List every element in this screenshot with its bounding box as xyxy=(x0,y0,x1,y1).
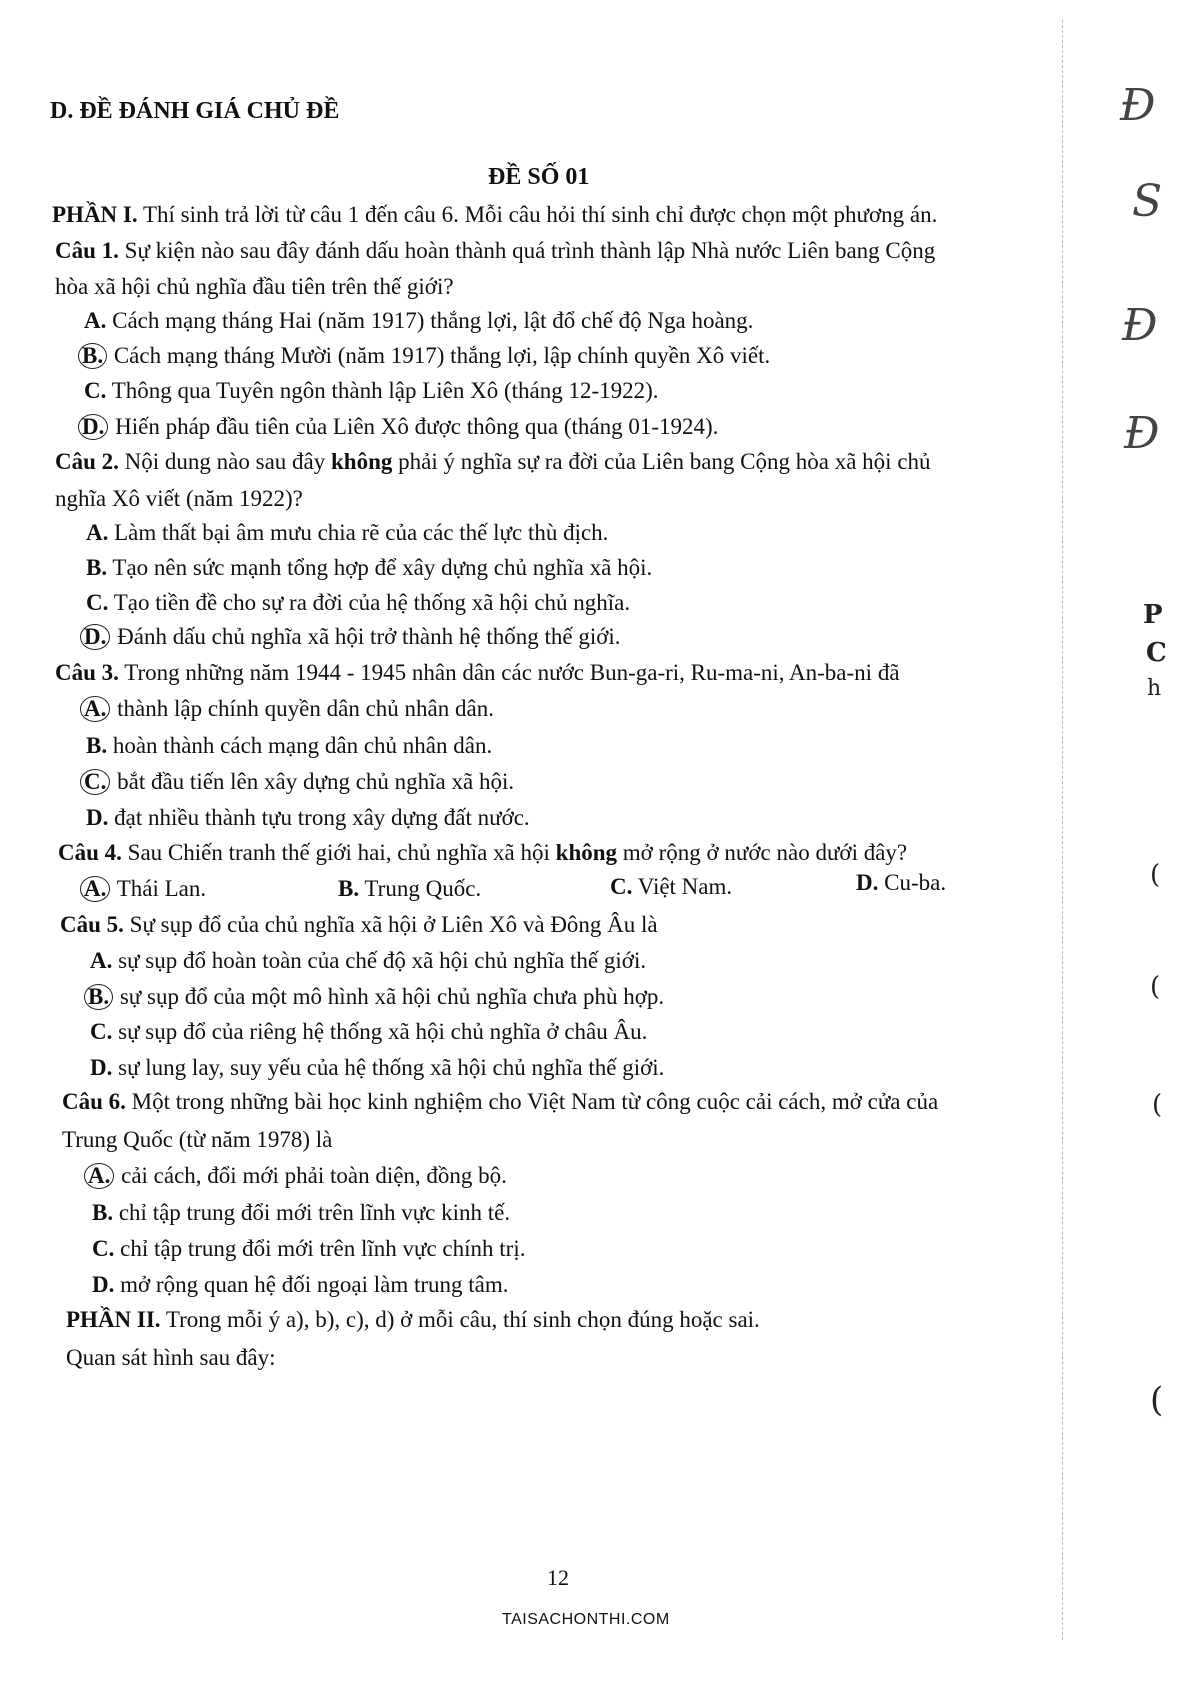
part2-label: PHẦN II. xyxy=(66,1307,161,1332)
option-label: D. xyxy=(90,1055,113,1080)
q1-stem-cont: hòa xã hội chủ nghĩa đầu tiên trên thế giới? xyxy=(55,274,454,299)
q2-emphasis: không xyxy=(330,449,393,474)
q3-text: Trong những năm 1944 - 1945 nhân dân các nước Bun-ga-ri, Ru-ma-ni, An-ba-ni đã xyxy=(118,660,900,685)
q6-option-d xyxy=(92,1270,509,1300)
margin-paren: ( xyxy=(1150,1380,1164,1420)
option-text: đạt nhiều thành tựu trong xây dựng đất nước. xyxy=(108,805,530,830)
q2-option-a xyxy=(86,518,608,548)
q3-option-c xyxy=(86,767,514,797)
option-label: D. xyxy=(856,870,879,895)
q2-stem-cont: nghĩa Xô viết (năm 1922)? xyxy=(55,486,303,511)
option-text: thành lập chính quyền dân chủ nhân dân. xyxy=(111,696,494,721)
part1-instruction xyxy=(52,200,937,230)
exam-title: ĐỀ SỐ 01 xyxy=(488,164,590,190)
option-label: B. xyxy=(86,733,108,758)
q1-option-c xyxy=(84,376,659,406)
q2-option-d xyxy=(86,622,621,652)
option-label: C. xyxy=(90,1019,113,1044)
q4-option-a xyxy=(86,874,206,904)
option-text: sự sụp đổ hoàn toàn của chế độ xã hội chủ nghĩa thế giới. xyxy=(112,948,647,973)
q2-option-c xyxy=(86,588,630,618)
option-label: A. xyxy=(86,520,109,545)
option-label: C. xyxy=(86,590,109,615)
option-text: sự sụp đổ của một mô hình xã hội chủ nghĩa chưa phù hợp. xyxy=(114,984,665,1009)
option-text: sự lung lay, suy yếu của hệ thống xã hội chủ nghĩa thế giới. xyxy=(112,1055,665,1080)
q4-text-b: mở rộng ở nước nào dưới đây? xyxy=(617,840,908,865)
option-text: Cu-ba. xyxy=(878,870,947,895)
q2-label: Câu 2. xyxy=(55,449,119,474)
margin-letter: h xyxy=(1147,676,1162,701)
margin-paren: ( xyxy=(1150,972,1161,1002)
part1-label: PHẦN I. xyxy=(52,202,138,227)
q1-option-b xyxy=(84,341,770,371)
option-text: cải cách, đổi mới phải toàn diện, đồng bộ. xyxy=(115,1163,507,1188)
answer-circle-mark: D. xyxy=(78,414,108,440)
answer-circle-mark: A. xyxy=(84,1163,114,1189)
option-label: D. xyxy=(92,1272,115,1297)
page-number: 12 xyxy=(547,1565,569,1590)
q5-option-d xyxy=(90,1053,664,1083)
option-label: D. xyxy=(86,805,109,830)
option-text: Đánh dấu chủ nghĩa xã hội trở thành hệ thống thế giới. xyxy=(111,624,621,649)
answer-circle-mark: C. xyxy=(80,769,110,795)
q4-label: Câu 4. xyxy=(58,840,122,865)
option-text: chỉ tập trung đổi mới trên lĩnh vực kinh tế. xyxy=(113,1200,511,1225)
option-text: Làm thất bại âm mưu chia rẽ của các thế lực thù địch. xyxy=(108,520,609,545)
handwritten-mark: Đ xyxy=(1122,300,1158,351)
q4-text-a: Sau Chiến tranh thế giới hai, chủ nghĩa xã hội xyxy=(121,840,556,865)
answer-circle-mark: A. xyxy=(80,876,110,902)
q2-text-b: phải ý nghĩa sự ra đời của Liên bang Cộng hòa xã hội chủ xyxy=(392,449,931,474)
part2-observe: Quan sát hình sau đây: xyxy=(66,1345,276,1370)
q6-option-c xyxy=(92,1234,525,1264)
option-text: mở rộng quan hệ đối ngoại làm trung tâm. xyxy=(114,1272,509,1297)
handwritten-mark: Đ xyxy=(1120,80,1156,131)
q1-label: Câu 1. xyxy=(55,238,119,263)
q3-option-b xyxy=(86,731,492,761)
handwritten-mark: Đ xyxy=(1124,408,1160,459)
option-text: Thái Lan. xyxy=(111,876,207,901)
q1-stem xyxy=(55,236,935,266)
q4-option-b xyxy=(338,874,481,904)
option-text: sự sụp đổ của riêng hệ thống xã hội chủ nghĩa ở châu Âu. xyxy=(112,1019,648,1044)
margin-letter: C xyxy=(1146,638,1167,668)
q6-label: Câu 6. xyxy=(62,1089,126,1114)
q5-label: Câu 5. xyxy=(60,912,124,937)
option-label: C. xyxy=(84,378,107,403)
q6-stem-cont: Trung Quốc (từ năm 1978) là xyxy=(62,1127,333,1152)
q1-option-a xyxy=(84,306,753,336)
q4-option-d xyxy=(856,868,946,898)
margin-letter: P xyxy=(1143,600,1163,630)
q6-text: Một trong những bài học kinh nghiệm cho Việt Nam từ công cuộc cải cách, mở cửa của xyxy=(125,1089,939,1114)
q6-option-a xyxy=(90,1161,507,1191)
option-text: Việt Nam. xyxy=(632,874,733,899)
option-text: Cách mạng tháng Mười (năm 1917) thắng lợi, lập chính quyền Xô viết. xyxy=(108,343,771,368)
q3-label: Câu 3. xyxy=(55,660,119,685)
q1-text: Sự kiện nào sau đây đánh dấu hoàn thành quá trình thành lập Nhà nước Liên bang Cộng xyxy=(118,238,936,263)
option-label: C. xyxy=(92,1236,115,1261)
section-heading: D. ĐỀ ĐÁNH GIÁ CHỦ ĐỀ xyxy=(50,98,340,124)
option-label: C. xyxy=(610,874,633,899)
q5-text: Sự sụp đổ của chủ nghĩa xã hội ở Liên Xô và Đông Âu là xyxy=(123,912,658,937)
option-label: B. xyxy=(92,1200,114,1225)
option-text: Trung Quốc. xyxy=(359,876,482,901)
option-label: A. xyxy=(84,308,107,333)
answer-circle-mark: B. xyxy=(84,984,113,1010)
option-text: chỉ tập trung đổi mới trên lĩnh vực chính trị. xyxy=(114,1236,526,1261)
q5-option-b xyxy=(90,982,664,1012)
q3-option-a xyxy=(86,694,494,724)
q1-option-d xyxy=(84,412,718,442)
q6-stem xyxy=(62,1087,938,1117)
q5-option-c xyxy=(90,1017,647,1047)
option-text: Tạo tiền đề cho sự ra đời của hệ thống xã hội chủ nghĩa. xyxy=(108,590,631,615)
option-text: Tạo nên sức mạnh tổng hợp để xây dựng chủ nghĩa xã hội. xyxy=(107,555,653,580)
option-text: Cách mạng tháng Hai (năm 1917) thắng lợi, lật đổ chế độ Nga hoàng. xyxy=(106,308,754,333)
page-edge-strip xyxy=(1062,20,1077,1640)
option-text: Hiến pháp đầu tiên của Liên Xô được thông qua (tháng 01-1924). xyxy=(109,414,719,439)
q2-text-a: Nội dung nào sau đây xyxy=(118,449,331,474)
handwritten-mark: S xyxy=(1132,176,1163,227)
option-text: bắt đầu tiến lên xây dựng chủ nghĩa xã hội. xyxy=(111,769,515,794)
margin-paren: ( xyxy=(1150,860,1161,890)
part2-instruction xyxy=(66,1305,760,1335)
option-label: A. xyxy=(90,948,113,973)
margin-paren: ( xyxy=(1152,1090,1163,1120)
source-footer: TAISACHONTHI.COM xyxy=(502,1611,670,1628)
option-label: B. xyxy=(86,555,108,580)
option-text: hoàn thành cách mạng dân chủ nhân dân. xyxy=(107,733,493,758)
q3-option-d xyxy=(86,803,530,833)
q2-option-b xyxy=(86,553,652,583)
q5-stem xyxy=(60,910,658,940)
option-text: Thông qua Tuyên ngôn thành lập Liên Xô (tháng 12-1922). xyxy=(106,378,659,403)
q2-stem xyxy=(55,447,931,477)
q6-option-b xyxy=(92,1198,510,1228)
option-label: B. xyxy=(338,876,360,901)
answer-circle-mark: B. xyxy=(78,343,107,369)
part2-text: Trong mỗi ý a), b), c), d) ở mỗi câu, thí sinh chọn đúng hoặc sai. xyxy=(160,1307,760,1332)
answer-circle-mark: A. xyxy=(80,696,110,722)
q5-option-a xyxy=(90,946,646,976)
part1-text: Thí sinh trả lời từ câu 1 đến câu 6. Mỗi câu hỏi thí sinh chỉ được chọn một phương án. xyxy=(137,202,938,227)
answer-circle-mark: D. xyxy=(80,624,110,650)
q4-option-c xyxy=(610,872,732,902)
q4-emphasis: không xyxy=(555,840,618,865)
q4-stem xyxy=(58,838,907,868)
q3-stem xyxy=(55,658,900,688)
